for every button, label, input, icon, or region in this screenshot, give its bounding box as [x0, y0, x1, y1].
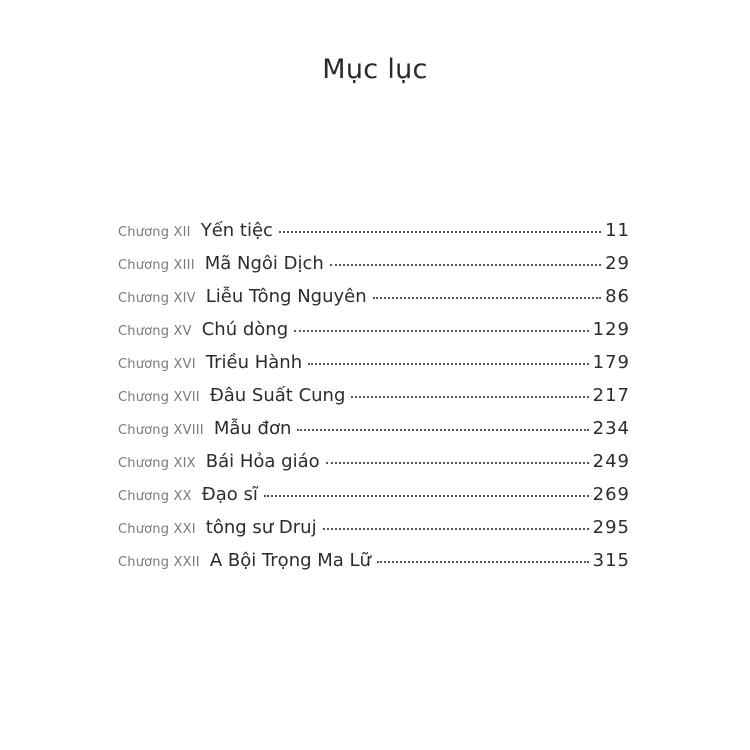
page-number: 295	[592, 517, 630, 538]
chapter-number: Chương XIV	[118, 291, 196, 306]
chapter-number: Chương XVIII	[118, 423, 204, 438]
page-number: 29	[605, 253, 630, 274]
page-number: 129	[592, 319, 630, 340]
chapter-title: Bái Hỏa giáo	[205, 451, 320, 472]
table-of-contents	[118, 220, 630, 583]
page-number: 217	[592, 385, 630, 406]
dot-leader	[373, 297, 601, 299]
chapter-number: Chương XV	[118, 324, 192, 339]
dot-leader	[330, 264, 601, 266]
chapter-title: Liễu Tông Nguyên	[205, 286, 367, 307]
toc-row	[118, 385, 630, 418]
chapter-number: Chương XVII	[118, 390, 200, 405]
chapter-title: Mẫu đơn	[213, 418, 292, 439]
chapter-number: Chương XIX	[118, 456, 196, 471]
chapter-title: Đâu Suất Cung	[209, 385, 346, 406]
toc-row	[118, 451, 630, 484]
dot-leader	[323, 528, 589, 530]
chapter-title: Đạo sĩ	[201, 484, 258, 505]
page-number: 179	[592, 352, 630, 373]
dot-leader	[297, 429, 588, 431]
chapter-number: Chương XIII	[118, 258, 195, 273]
chapter-title: A Bội Trọng Ma Lữ	[209, 550, 371, 571]
toc-row	[118, 517, 630, 550]
toc-row	[118, 352, 630, 385]
page-number: 249	[592, 451, 630, 472]
page-number: 86	[605, 286, 630, 307]
dot-leader	[294, 330, 589, 332]
dot-leader	[279, 231, 601, 233]
dot-leader	[377, 561, 589, 563]
page-number: 11	[605, 220, 630, 241]
dot-leader	[308, 363, 589, 365]
chapter-title: Chú dòng	[201, 319, 289, 340]
toc-row	[118, 220, 630, 253]
chapter-number: Chương XXI	[118, 522, 196, 537]
toc-row	[118, 286, 630, 319]
chapter-title: Yến tiệc	[200, 220, 273, 241]
toc-row	[118, 484, 630, 517]
page-number: 234	[592, 418, 630, 439]
toc-row	[118, 319, 630, 352]
page-title: Mục lục	[322, 54, 428, 85]
dot-leader	[326, 462, 589, 464]
chapter-number: Chương XVI	[118, 357, 196, 372]
chapter-title: tông sư Druj	[205, 517, 317, 538]
dot-leader	[264, 495, 589, 497]
page-number: 269	[592, 484, 630, 505]
toc-row	[118, 253, 630, 286]
chapter-number: Chương XII	[118, 225, 191, 240]
dot-leader	[351, 396, 588, 398]
toc-row	[118, 418, 630, 451]
chapter-title: Mã Ngôi Dịch	[204, 253, 324, 274]
chapter-title: Triều Hành	[205, 352, 303, 373]
chapter-number: Chương XX	[118, 489, 192, 504]
toc-row	[118, 550, 630, 583]
chapter-number: Chương XXII	[118, 555, 200, 570]
page-number: 315	[592, 550, 630, 571]
